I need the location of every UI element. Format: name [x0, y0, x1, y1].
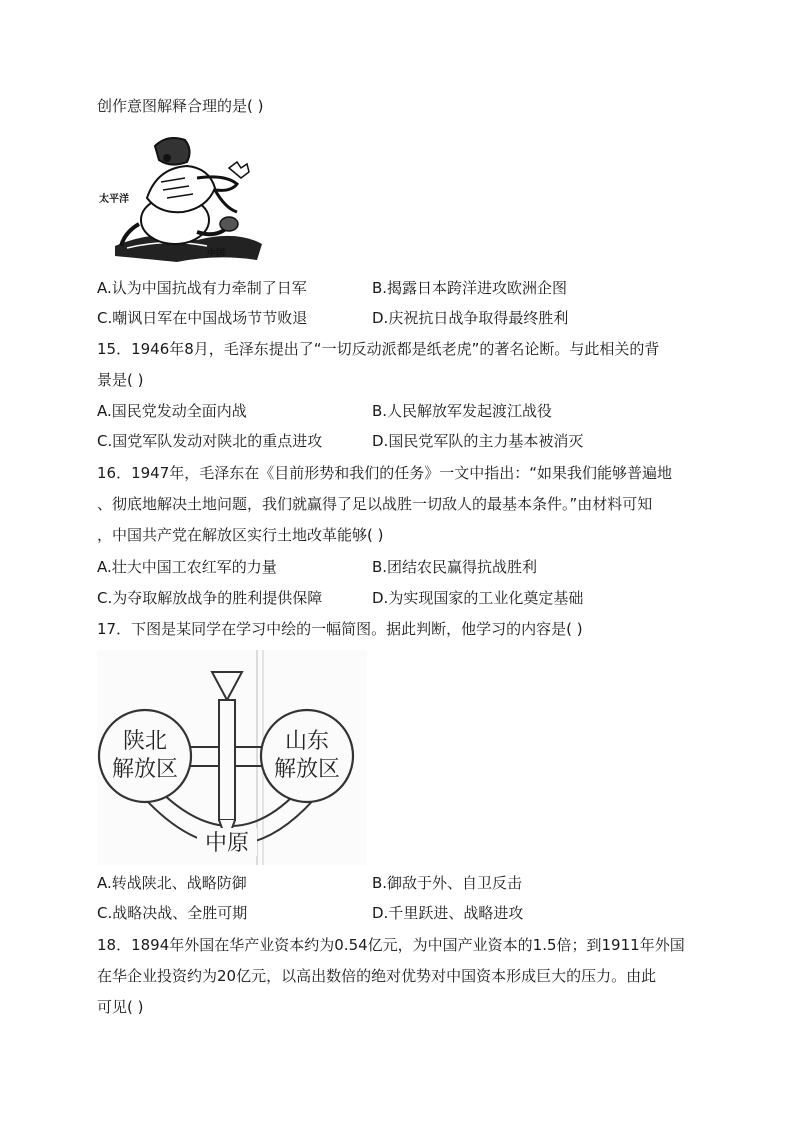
q15-option-b: B.人民解放军发起渡江战役 [372, 402, 553, 420]
cartoon-label-china: 中国 [207, 248, 226, 258]
q15-option-d: D.国民党军队的主力基本被消灭 [372, 432, 584, 450]
diagram-right-label-1: 山东 [284, 729, 330, 754]
q16-stem-line3: ，中国共产党在解放区实行土地改革能够( ) [97, 526, 384, 544]
q17-option-b: B.御敌于外、自卫反击 [372, 874, 523, 892]
q14-option-a: A.认为中国抗战有力牵制了日军 [97, 279, 307, 297]
cartoon-label-pacific: 太平洋 [99, 194, 129, 205]
q14-option-d: D.庆祝抗日战争取得最终胜利 [372, 309, 569, 327]
q17-stem-line1: 17．下图是某同学在学习中绘的一幅简图。据此判断，他学习的内容是( ) [97, 620, 583, 638]
cartoon-figure [97, 128, 267, 268]
diagram-bottom-label: 中原 [204, 831, 250, 856]
q16-option-d: D.为实现国家的工业化奠定基础 [372, 589, 584, 607]
diagram-left-label-1: 陕北 [122, 729, 168, 754]
q15-stem-line2: 景是( ) [97, 371, 144, 389]
q17-option-c: C.战略决战、全胜可期 [97, 904, 248, 922]
q14-option-b: B.揭露日本跨洋进攻欧洲企图 [372, 279, 568, 297]
diagram-right-label-2: 解放区 [273, 757, 341, 782]
q16-option-c: C.为夺取解放战争的胜利提供保障 [97, 589, 323, 607]
q17-diagram [97, 650, 367, 865]
q15-option-c: C.国党军队发动对陕北的重点进攻 [97, 432, 323, 450]
q18-stem-line1: 18．1894年外国在华产业资本约为0.54亿元，为中国产业资本的1.5倍；到1911年外国 [97, 936, 685, 954]
q16-option-a: A.壮大中国工农红军的力量 [97, 558, 277, 576]
question-stem-continuation: 创作意图解释合理的是( ) [97, 97, 264, 115]
q17-option-a: A.转战陕北、战略防御 [97, 874, 247, 892]
q16-stem-line2: 、彻底地解决土地问题，我们就赢得了足以战胜一切敌人的最基本条件。”由材料可知 [97, 495, 653, 513]
q16-stem-line1: 16．1947年，毛泽东在《目前形势和我们的任务》一文中指出：“如果我们能够普遍地 [97, 464, 673, 482]
q18-stem-line2: 在华企业投资约为20亿元，以高出数倍的绝对优势对中国资本形成巨大的压力。由此 [97, 967, 657, 985]
q14-option-c: C.嘲讽日军在中国战场节节败退 [97, 309, 308, 327]
q15-stem-line1: 15．1946年8月，毛泽东提出了“一切反动派都是纸老虎”的著名论断。与此相关的背 [97, 340, 660, 358]
q17-option-d: D.千里跃进、战略进攻 [372, 904, 524, 922]
diagram-left-label-2: 解放区 [111, 757, 179, 782]
q18-stem-line3: 可见( ) [97, 998, 144, 1016]
q16-option-b: B.团结农民赢得抗战胜利 [372, 558, 538, 576]
q15-option-a: A.国民党发动全面内战 [97, 402, 247, 420]
